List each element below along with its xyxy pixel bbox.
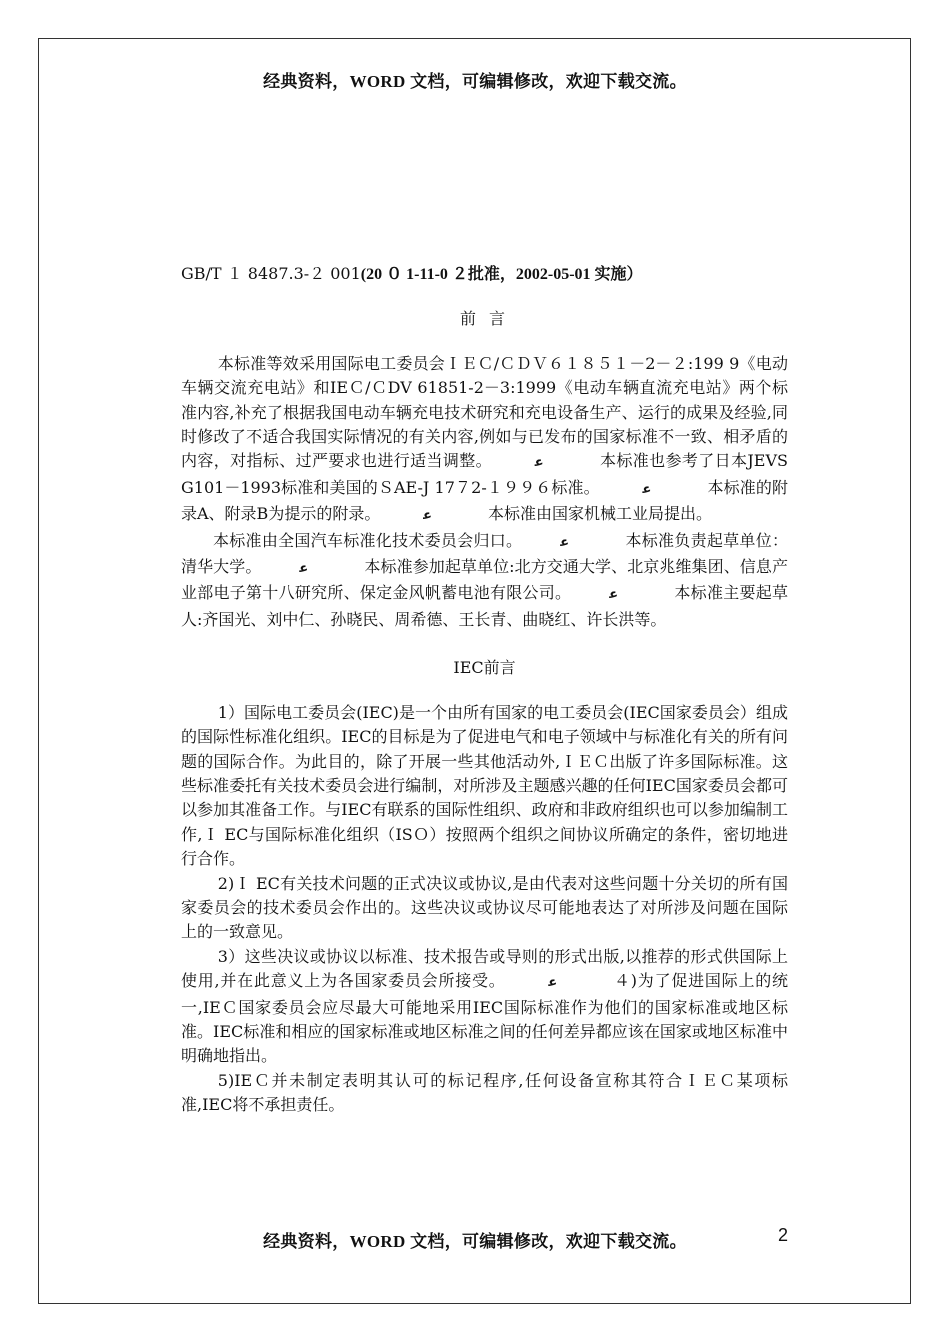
foreword-p6: 本标准负责起草单位：清华大学。 xyxy=(181,530,788,577)
standard-approval: (20 ０ 1-11-0 ２批准，2002-05-01 实施） xyxy=(360,266,643,283)
foreword-p8: 本标准主要起草人:齐国光、刘中仁、孙晓民、周希德、王长青、曲晓红、许长洪等。 xyxy=(181,583,788,629)
paragraph-mark-icon: ﻋ xyxy=(423,508,433,524)
iec-p4: ４)为了促进国际上的统一,IEＣ国家委员会应尽最大可能地采用IEC国际标准作为他们的国家标准或地区标准。IEC标准和相应的国家标准或地区标准之间的任何差异都应该在国家或地区标准中明确地指出。 xyxy=(181,971,788,1066)
footer-banner: 经典资料，WORD 文档，可编辑修改，欢迎下载交流。 xyxy=(263,1232,687,1251)
iec-p5: 5)IEＣ并未制定表明其认可的标记程序,任何设备宣称其符合ＩＥＣ某项标准,IEC将不承担责任。 xyxy=(181,1070,788,1115)
foreword-title: 前 言 xyxy=(459,309,510,329)
paragraph-mark-icon: ﻋ xyxy=(609,587,619,603)
paragraph-mark-icon: ﻋ xyxy=(560,534,570,550)
standard-code: GB/T １ 8487.3-２ 001 xyxy=(181,264,361,283)
iec-foreword-title: IEC前言 xyxy=(453,658,516,678)
standard-line xyxy=(181,262,788,287)
paragraph-mark-icon: ﻋ xyxy=(299,561,309,577)
document-body xyxy=(181,262,788,1118)
paragraph-mark-icon: ﻋ xyxy=(548,975,558,991)
foreword-p4: 本标准由国家机械工业局提出。 xyxy=(488,504,713,524)
paragraph-mark-icon: ﻋ xyxy=(534,455,544,471)
foreword-p5: 本标准由全国汽车标准化技术委员会归口。 xyxy=(213,530,523,550)
iec-p2: 2)Ｉ EC有关技术问题的正式决议或协议,是由代表对这些问题十分关切的所有国家委员会的技术委员会作出的。这些决议或协议尽可能地表达了对所涉及问题在国际上的一致意见。 xyxy=(181,873,788,942)
header-banner: 经典资料，WORD 文档，可编辑修改，欢迎下载交流。 xyxy=(263,72,687,91)
iec-p3-4 xyxy=(181,945,788,1069)
foreword-body-2 xyxy=(181,529,788,633)
page-number: 2 xyxy=(778,1225,789,1245)
foreword-p1: 本标准等效采用国际电工委员会ＩＥＣ/ＣＤＶ６１８５１－2－２:199 9《电动车辆交流充电站》和IEＣ/ＣDV 61851-2－3:1999《电动车辆直流充电站》两个标准内容,补充了根据我国电动车辆充电技术研究和充电设备生产、运行的成果及经验,同时修改了不适合我国实际情况的有关内容,例如与已发布的国家标准不一致、相矛盾的内容，对指标、过严要求也进行适当调整。 xyxy=(181,353,788,471)
foreword-p2: 本标准也参考了日本JEVS G101－1993标准和美国的ＳAE-J 17７2-１９９６标准。 xyxy=(181,451,788,497)
iec-p1: 1）国际电工委员会(IEC)是一个由所有国家的电工委员会(IEC国家委员会）组成的国际性标准化组织。IEC的目标是为了促进电气和电子领域中与标准化有关的所有问题的国际合作。为此目的，除了开展一些其他活动外,ＩＥＣ出版了许多国际标准。这些标准委托有关技术委员会进行编制，对所涉及主题感兴趣的任何IEC国家委员会都可以参加其准备工作。与IEC有联系的国际性组织、政府和非政府组织也可以参加编制工作,Ｉ EC与国际标准化组织（ISＯ）按照两个组织之间协议所确定的条件，密切地进行合作。 xyxy=(181,702,788,869)
paragraph-mark-icon: ﻋ xyxy=(642,481,652,497)
foreword-body xyxy=(181,352,788,529)
foreword-p7: 本标准参加起草单位:北方交通大学、北京兆维集团、信息产业部电子第十八研究所、保定金风帆蓄电池有限公司。 xyxy=(181,557,788,603)
iec-p3: 3）这些决议或协议以标准、技术报告或导则的形式出版,以推荐的形式供国际上使用,并在此意义上为各国家委员会所接受。 xyxy=(181,946,788,991)
foreword-p3: 本标准的附录A、附录B为提示的附录。 xyxy=(181,477,788,524)
